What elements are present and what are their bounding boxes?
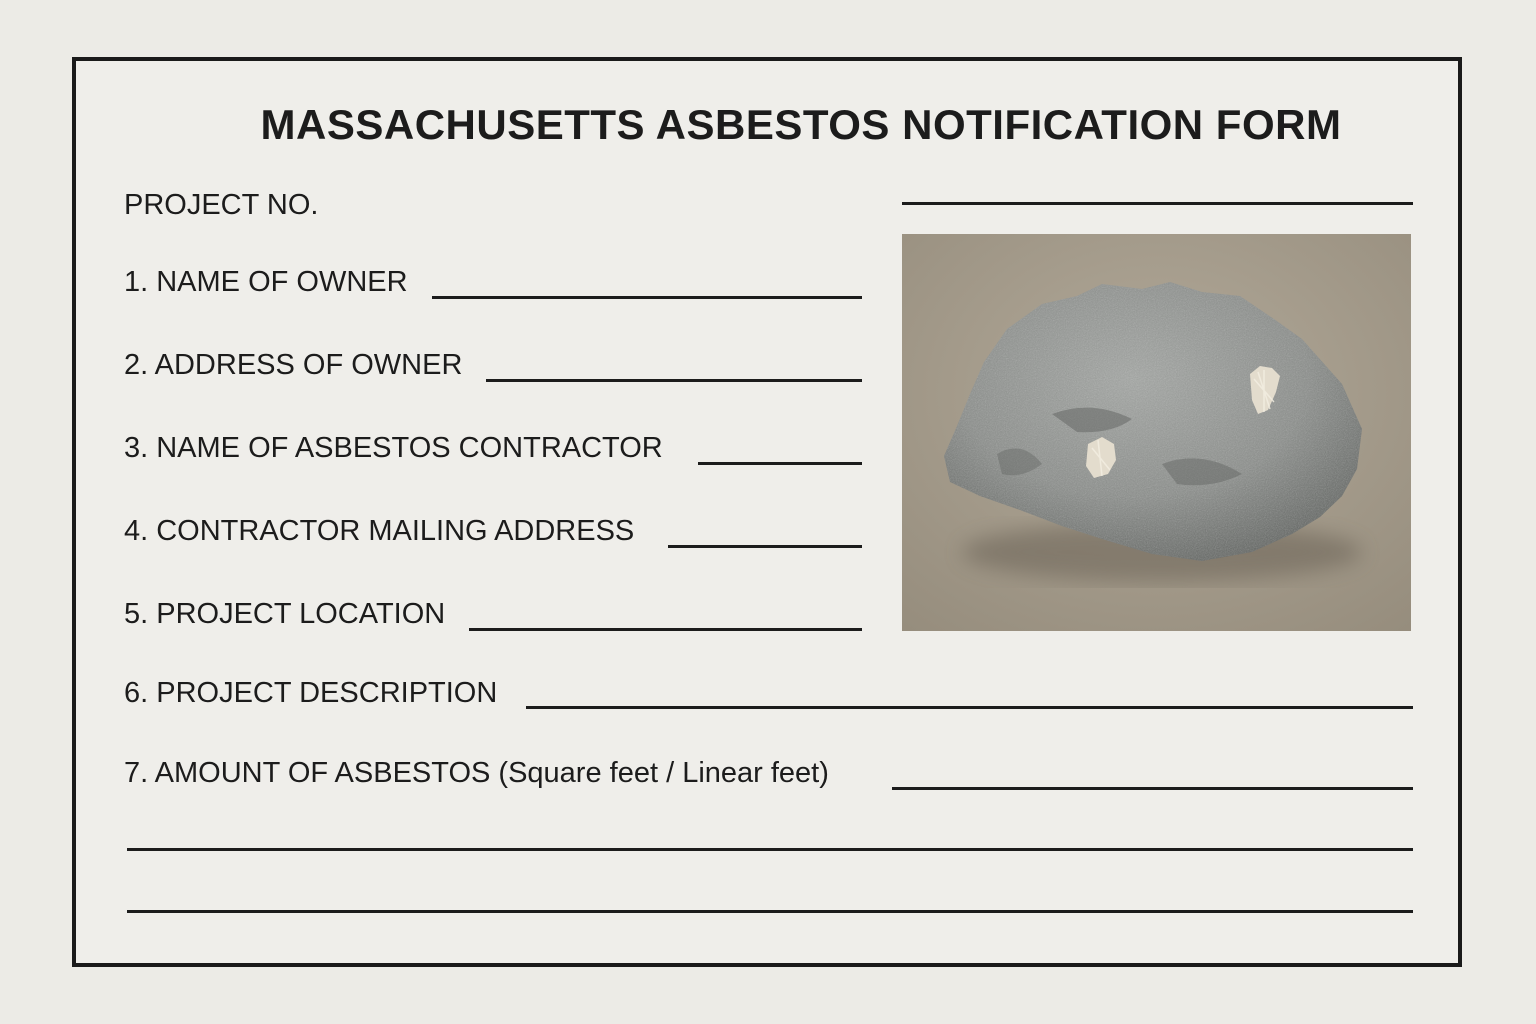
project-location-label: 5. PROJECT LOCATION [124,598,446,630]
asbestos-amount-label: 7. AMOUNT OF ASBESTOS (Square feet / Linear feet) [124,757,829,789]
owner-address-label: 2. ADDRESS OF OWNER [124,349,463,381]
project-description-label: 6. PROJECT DESCRIPTION [124,677,498,709]
project-no-field[interactable] [902,202,1413,205]
form-title: MASSACHUSETTS ASBESTOS NOTIFICATION FORM [260,101,1342,148]
owner-name-field[interactable] [432,296,862,299]
contractor-name-label: 3. NAME OF ASBESTOS CONTRACTOR [124,432,663,464]
contractor-address-field[interactable] [668,545,862,548]
owner-name-label: 1. NAME OF OWNER [124,266,408,298]
project-location-field[interactable] [469,628,862,631]
contractor-name-field[interactable] [698,462,862,465]
notification-form [72,57,1462,967]
project-description-field[interactable] [526,706,1413,709]
owner-address-field[interactable] [486,379,862,382]
project-no-label: PROJECT NO. [124,189,319,221]
asbestos-amount-field[interactable] [892,787,1413,790]
blank-line-1[interactable] [127,848,1413,851]
asbestos-sample-photo [902,234,1411,631]
contractor-address-label: 4. CONTRACTOR MAILING ADDRESS [124,515,635,547]
blank-line-2[interactable] [127,910,1413,913]
